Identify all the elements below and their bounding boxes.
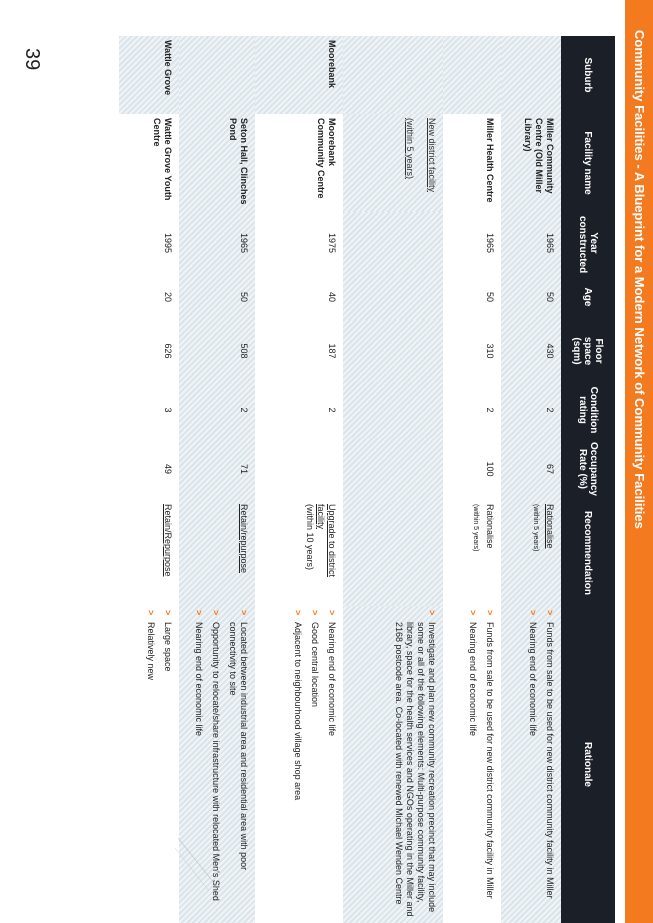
rationale-item: > Nearing end of economic life bbox=[193, 610, 204, 919]
rationale-item: > Nearing end of economic life bbox=[326, 610, 337, 919]
age-cell: 40 bbox=[255, 274, 343, 320]
table-row bbox=[255, 36, 343, 923]
rationale-cell bbox=[343, 606, 443, 923]
header-row bbox=[561, 36, 615, 923]
condition-cell: 2 bbox=[545, 407, 555, 413]
recommendation-cell bbox=[443, 500, 501, 606]
rationale-item: > Funds from sale to be used for new district community facility in Miller bbox=[544, 610, 555, 919]
rationale-cell bbox=[443, 606, 501, 923]
suburb-cell: Wattle Grove bbox=[119, 36, 179, 114]
recommendation-timeframe: (within 5 years) bbox=[532, 504, 539, 552]
occupancy-cell: 71 bbox=[239, 463, 249, 474]
occupancy-cell: 49 bbox=[119, 438, 179, 500]
rationale-item: > Investigate and plan new community recreation precinct that may include some or all of the following elements: Multi-purpose community facility, library, space for the health services and NGOs operating in the Miller and 2168 postcode area. Co-located with renewed Michael Wenden Centre bbox=[393, 610, 437, 919]
col-floor: Floor space (sqm) bbox=[561, 320, 615, 382]
rationale-item: > Funds from sale to be used for new district community facility in Miller bbox=[484, 610, 495, 919]
recommendation-timeframe: (within 10 years) bbox=[305, 504, 315, 571]
condition-cell: 2 bbox=[443, 382, 501, 438]
recommendation-cell bbox=[179, 500, 255, 606]
page-number: 39 bbox=[21, 48, 43, 71]
table-row bbox=[179, 36, 255, 923]
suburb-cell bbox=[343, 36, 443, 114]
col-recommendation: Recommendation bbox=[561, 500, 615, 606]
rationale-item: > Nearing end of economic life bbox=[527, 610, 538, 919]
facilities-table bbox=[119, 36, 615, 923]
col-facility: Facility name bbox=[561, 114, 615, 212]
recommendation-text: Retain/Repurpose bbox=[163, 504, 173, 577]
facility-cell: Miller Community Centre (Old Miller Library) bbox=[523, 118, 555, 194]
occupancy-cell bbox=[343, 438, 443, 500]
recommendation-text: Rationalise bbox=[545, 504, 555, 549]
rationale-item: > Good central location bbox=[309, 610, 320, 919]
recommendation-cell bbox=[119, 500, 179, 606]
rationale-cell bbox=[255, 606, 343, 923]
col-occupancy: Occupancy Rate (%) bbox=[561, 438, 615, 500]
floor-cell: 430 bbox=[545, 343, 555, 359]
recommendation-text: Upgrade to district facility bbox=[316, 504, 337, 578]
col-age: Age bbox=[561, 274, 615, 320]
rationale-item: > Relatively new bbox=[145, 610, 156, 919]
age-cell: 50 bbox=[545, 291, 555, 302]
col-year: Year constructed bbox=[561, 212, 615, 274]
age-cell: 50 bbox=[239, 291, 249, 302]
age-cell: 20 bbox=[119, 274, 179, 320]
condition-cell bbox=[343, 382, 443, 438]
floor-cell bbox=[343, 320, 443, 382]
title-bar bbox=[625, 0, 653, 923]
year-cell: 1975 bbox=[255, 212, 343, 274]
col-suburb: Suburb bbox=[561, 36, 615, 114]
facility-cell: Moorebank Community Centre bbox=[255, 114, 343, 212]
facility-timeframe: (within 5 years) bbox=[405, 118, 415, 180]
age-cell: 50 bbox=[443, 274, 501, 320]
facility-cell bbox=[343, 114, 443, 212]
table-row bbox=[501, 36, 561, 923]
facility-name: New district facility bbox=[427, 118, 437, 193]
rationale-item: > Nearing end of economic life bbox=[467, 610, 478, 919]
facility-cell: Wattle Grove Youth Centre bbox=[119, 114, 179, 212]
floor-cell: 310 bbox=[443, 320, 501, 382]
year-cell: 1965 bbox=[545, 232, 555, 254]
facility-cell: Miller Health Centre bbox=[443, 114, 501, 212]
suburb-cell bbox=[443, 36, 501, 114]
suburb-cell bbox=[501, 36, 561, 114]
recommendation-timeframe: (within 5 years) bbox=[472, 504, 479, 552]
year-cell: 1965 bbox=[239, 232, 249, 254]
col-rationale: Rationale bbox=[561, 606, 615, 923]
rationale-item: > Located between industrial area and residential area with poor connectivity to site bbox=[227, 610, 249, 919]
table-row bbox=[443, 36, 501, 923]
table-row bbox=[343, 36, 443, 923]
floor-cell: 626 bbox=[119, 320, 179, 382]
recommendation-cell bbox=[255, 500, 343, 606]
rationale-item: > Adjacent to neighbourhood village shop area bbox=[292, 610, 303, 919]
table-row bbox=[119, 36, 179, 923]
condition-cell: 2 bbox=[239, 407, 249, 413]
rationale-cell bbox=[119, 606, 179, 923]
rationale-item: > Large space bbox=[162, 610, 173, 919]
occupancy-cell bbox=[255, 438, 343, 500]
condition-cell: 2 bbox=[255, 382, 343, 438]
recommendation-text: Rationalise bbox=[485, 504, 495, 549]
year-cell bbox=[343, 212, 443, 274]
suburb-cell bbox=[179, 36, 255, 114]
facility-cell: Seton Hall, Clinches Pond bbox=[228, 118, 249, 205]
page-title: Community Facilities - A Blueprint for a Modern Network of Community Facilities bbox=[632, 30, 647, 529]
decorative-lines bbox=[173, 833, 223, 893]
occupancy-cell: 67 bbox=[545, 463, 555, 474]
occupancy-cell: 100 bbox=[443, 438, 501, 500]
rationale-item: > Opportunity to relocate/share infrastructure with relocated Men's Shed bbox=[210, 610, 221, 919]
recommendation-cell bbox=[343, 500, 443, 606]
floor-cell: 187 bbox=[255, 320, 343, 382]
year-cell: 1965 bbox=[443, 212, 501, 274]
year-cell: 1995 bbox=[119, 212, 179, 274]
recommendation-text: Retain/repurpose bbox=[239, 504, 249, 574]
recommendation-cell bbox=[501, 500, 561, 606]
floor-cell: 508 bbox=[239, 343, 249, 359]
condition-cell: 3 bbox=[119, 382, 179, 438]
age-cell bbox=[343, 274, 443, 320]
rationale-cell bbox=[501, 606, 561, 923]
col-condition: Condition rating bbox=[561, 382, 615, 438]
suburb-cell: Moorebank bbox=[255, 36, 343, 114]
